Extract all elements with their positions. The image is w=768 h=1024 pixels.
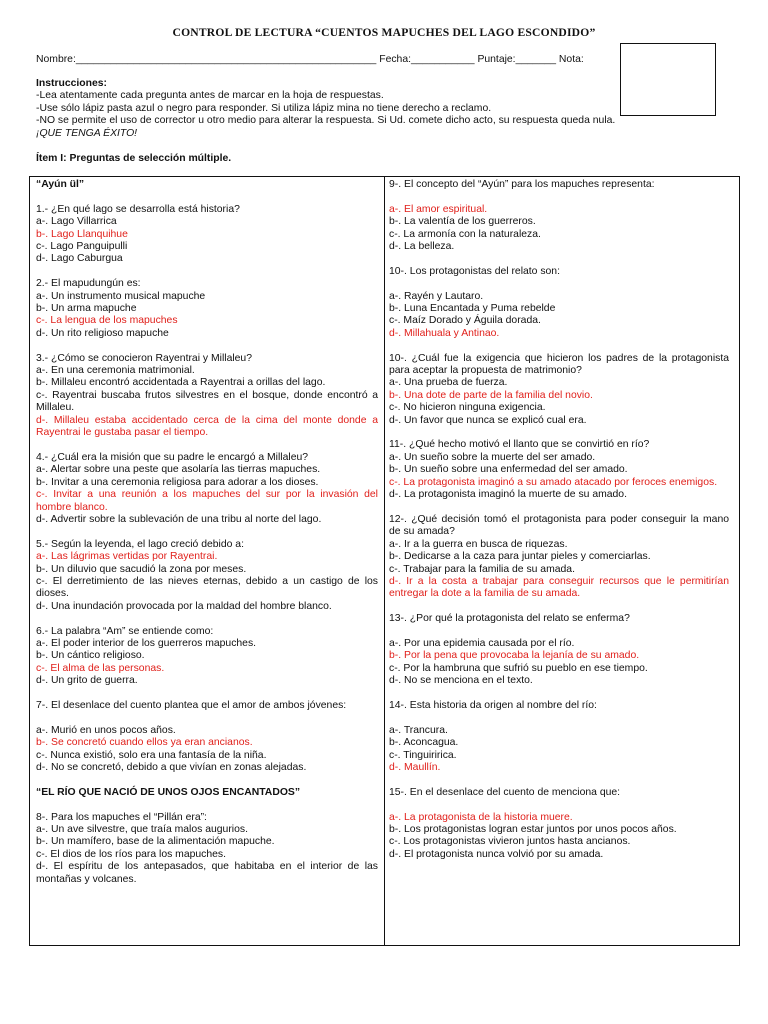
page-title: CONTROL DE LECTURA “CUENTOS MAPUCHES DEL LAGO ESCONDIDO” bbox=[172, 26, 596, 39]
option: b-. Un cántico religioso. bbox=[36, 650, 145, 662]
option: a-. Un instrumento musical mapuche bbox=[36, 290, 206, 302]
option: a-. Trancura. bbox=[389, 724, 448, 736]
instruction-line: -Use sólo lápiz pasta azul o negro para responder. Si utiliza lápiz mina no tiene derecho a reclamo. bbox=[36, 102, 492, 114]
option: b-. Aconcagua. bbox=[389, 737, 459, 749]
instruction-line: -Lea atentamente cada pregunta antes de marcar en la hoja de respuestas. bbox=[36, 90, 384, 102]
option-marked: c-. La lengua de los mapuches bbox=[36, 315, 178, 327]
option-marked: d-. Maullín. bbox=[389, 761, 441, 773]
instructions-heading: Instrucciones: bbox=[36, 78, 108, 89]
right-column bbox=[385, 177, 739, 945]
option: d-. Advertir sobre la sublevación de una tribu al norte del lago. bbox=[36, 513, 322, 525]
question: 4.- ¿Cuál era la misión que su padre le encargó a Millaleu? bbox=[36, 451, 309, 463]
option: a-. Por una epidemia causada por el río. bbox=[389, 637, 575, 649]
option: d-. No se concretó, debido a que vivían en zonas alejadas. bbox=[36, 761, 307, 773]
option: c-. La armonía con la naturaleza. bbox=[389, 228, 541, 240]
question: 1.- ¿En qué lago se desarrolla está historia? bbox=[36, 203, 240, 215]
option: a-. Ir a la guerra en busca de riquezas. bbox=[389, 538, 568, 550]
option: c-. El dios de los ríos para los mapuches. bbox=[36, 848, 227, 860]
option: d-. La belleza. bbox=[389, 241, 455, 253]
option: b-. Dedicarse a la caza para juntar pieles y comerciarlas. bbox=[389, 551, 651, 563]
option-marked: d-. Millahuala y Antinao. bbox=[389, 327, 500, 339]
option: a-. Un ave silvestre, que traía malos augurios. bbox=[36, 823, 248, 835]
option: a-. Rayén y Lautaro. bbox=[389, 290, 484, 302]
option-marked: b-. Se concretó cuando ellos ya eran ancianos. bbox=[36, 737, 253, 749]
option-marked: c-. Invitar a una reunión a los mapuches del sur por la invasión del hombre blanco. bbox=[36, 489, 378, 513]
option: c-. Por la hambruna que sufrió su pueblo en ese tiempo. bbox=[389, 662, 648, 674]
question: 9-. El concepto del “Ayún” para los mapuches representa: bbox=[389, 179, 655, 190]
option: d-. No se menciona en el texto. bbox=[389, 675, 533, 687]
option: c-. Trabajar para la familia de su amada. bbox=[389, 563, 575, 575]
option: b-. Un arma mapuche bbox=[36, 303, 137, 315]
option: b-. Un diluvio que sacudió la zona por meses. bbox=[36, 563, 247, 575]
option: c-. Tinguiririca. bbox=[389, 749, 457, 761]
question: 2.- El mapudungún es: bbox=[36, 278, 141, 290]
option-marked: a-. El amor espiritual. bbox=[389, 203, 488, 215]
option: d-. Un grito de guerra. bbox=[36, 675, 138, 687]
option-marked: c-. La protagonista imaginó a su amado atacado por feroces enemigos. bbox=[389, 476, 718, 488]
question: 8-. Para los mapuches el “Pillán era”: bbox=[36, 811, 207, 823]
option-marked: a-. Las lágrimas vertidas por Rayentrai. bbox=[36, 551, 218, 563]
question: 15-. En el desenlace del cuento de menciona que: bbox=[389, 786, 621, 798]
option: d-. Un rito religioso mapuche bbox=[36, 327, 169, 339]
option: b-. Luna Encantada y Puma rebelde bbox=[389, 303, 556, 315]
option: b-. La valentía de los guerreros. bbox=[389, 216, 536, 228]
question: 6.- La palabra “Am” se entiende como: bbox=[36, 625, 214, 637]
option: b-. Los protagonistas logran estar juntos por unos pocos años. bbox=[389, 823, 677, 835]
option: a-. Alertar sobre una peste que asolaría las tierras mapuches. bbox=[36, 464, 321, 476]
option: a-. Un sueño sobre la muerte del ser amado. bbox=[389, 451, 596, 463]
option: a-. Lago Villarrica bbox=[36, 216, 117, 228]
option: c-. Maíz Dorado y Águila dorada. bbox=[389, 315, 541, 327]
option: c-. Rayentrai buscaba frutos silvestres en el bosque, donde encontró a Millaleu. bbox=[36, 389, 378, 414]
option: c-. El derretimiento de las nieves eternas, debido a un castigo de los dioses. bbox=[36, 575, 378, 600]
question: 3.- ¿Cómo se conocieron Rayentrai y Millaleu? bbox=[36, 352, 252, 364]
question: 10-. Los protagonistas del relato son: bbox=[389, 265, 560, 277]
option: d-. Un favor que nunca se explicó cual era. bbox=[389, 414, 587, 426]
question: 5.- Según la leyenda, el lago creció debido a: bbox=[36, 538, 244, 550]
story-title: “Ayún ül” bbox=[36, 179, 85, 190]
option: d-. La protagonista imaginó la muerte de su amado. bbox=[389, 489, 627, 501]
question: 7-. El desenlace del cuento plantea que el amor de ambos jóvenes: bbox=[36, 699, 347, 711]
option: d-. Una inundación provocada por la maldad del hombre blanco. bbox=[36, 600, 332, 612]
question: 11-. ¿Qué hecho motivó el llanto que se convirtió en río? bbox=[389, 439, 650, 451]
option: c-. Los protagonistas vivieron juntos hasta ancianos. bbox=[389, 836, 631, 848]
option: a-. Murió en unos pocos años. bbox=[36, 724, 176, 736]
left-column bbox=[30, 177, 385, 945]
instruction-line: -NO se permite el uso de corrector u otro medio para alterar la respuesta. Si Ud. comete dicho acto, su respuesta queda nula. bbox=[36, 115, 616, 127]
instruction-line: ¡QUE TENGA ÉXITO! bbox=[36, 127, 138, 139]
option: a-. El poder interior de los guerreros mapuches. bbox=[36, 637, 257, 649]
option-marked: a-. La protagonista de la historia muere. bbox=[389, 811, 573, 823]
question: 10-. ¿Cuál fue la exigencia que hicieron los padres de la protagonista para aceptar la propuesta de matrimonio? bbox=[389, 352, 729, 377]
option-marked: d-. Millaleu estaba accidentado cerca de la cima del monte donde a Rayentrai le gustaba pasar el tiempo. bbox=[36, 414, 378, 439]
option: c-. Nunca existió, solo era una fantasía de la niña. bbox=[36, 749, 267, 761]
option: d-. El protagonista nunca volvió por su amada. bbox=[389, 848, 604, 860]
option-marked: c-. El alma de las personas. bbox=[36, 662, 165, 674]
option: b-. Millaleu encontró accidentada a Rayentrai a orillas del lago. bbox=[36, 377, 326, 389]
option: a-. Una prueba de fuerza. bbox=[389, 377, 508, 389]
item-heading: Ítem I: Preguntas de selección múltiple. bbox=[36, 153, 232, 164]
option: c-. No hicieron ninguna exigencia. bbox=[389, 402, 546, 414]
option: b-. Un sueño sobre una enfermedad del ser amado. bbox=[389, 464, 628, 476]
questions-table bbox=[29, 176, 740, 946]
option: b-. Invitar a una ceremonia religiosa para adorar a los dioses. bbox=[36, 476, 319, 488]
option-marked: d-. Ir a la costa a trabajar para conseguir recursos que le permitirían entregar la dote a la familia de su amada. bbox=[389, 575, 729, 600]
student-info-line: Nombre:____________________________________________________ Fecha:___________ Puntaje:_______ Nota: bbox=[36, 54, 584, 65]
option: c-. Lago Panguipulli bbox=[36, 241, 128, 253]
instructions bbox=[36, 78, 686, 140]
option-marked: b-. Una dote de parte de la familia del novio. bbox=[389, 389, 593, 401]
story-title: “EL RÍO QUE NACIÓ DE UNOS OJOS ENCANTADOS” bbox=[36, 786, 301, 798]
question: 14-. Esta historia da origen al nombre del río: bbox=[389, 699, 597, 711]
option: d-. Lago Caburgua bbox=[36, 253, 123, 265]
option: a-. En una ceremonia matrimonial. bbox=[36, 365, 195, 377]
option: d-. El espíritu de los antepasados, que habitaba en el interior de las montañas y volcanes. bbox=[36, 861, 378, 885]
question: 12-. ¿Qué decisión tomó el protagonista para poder conseguir la mano de su amada? bbox=[389, 513, 729, 538]
option-marked: b-. Por la pena que provocaba la lejanía de su amado. bbox=[389, 650, 640, 662]
option: b-. Un mamífero, base de la alimentación mapuche. bbox=[36, 836, 275, 848]
option-marked: b-. Lago Llanquihue bbox=[36, 228, 128, 240]
question: 13-. ¿Por qué la protagonista del relato se enferma? bbox=[389, 613, 630, 625]
